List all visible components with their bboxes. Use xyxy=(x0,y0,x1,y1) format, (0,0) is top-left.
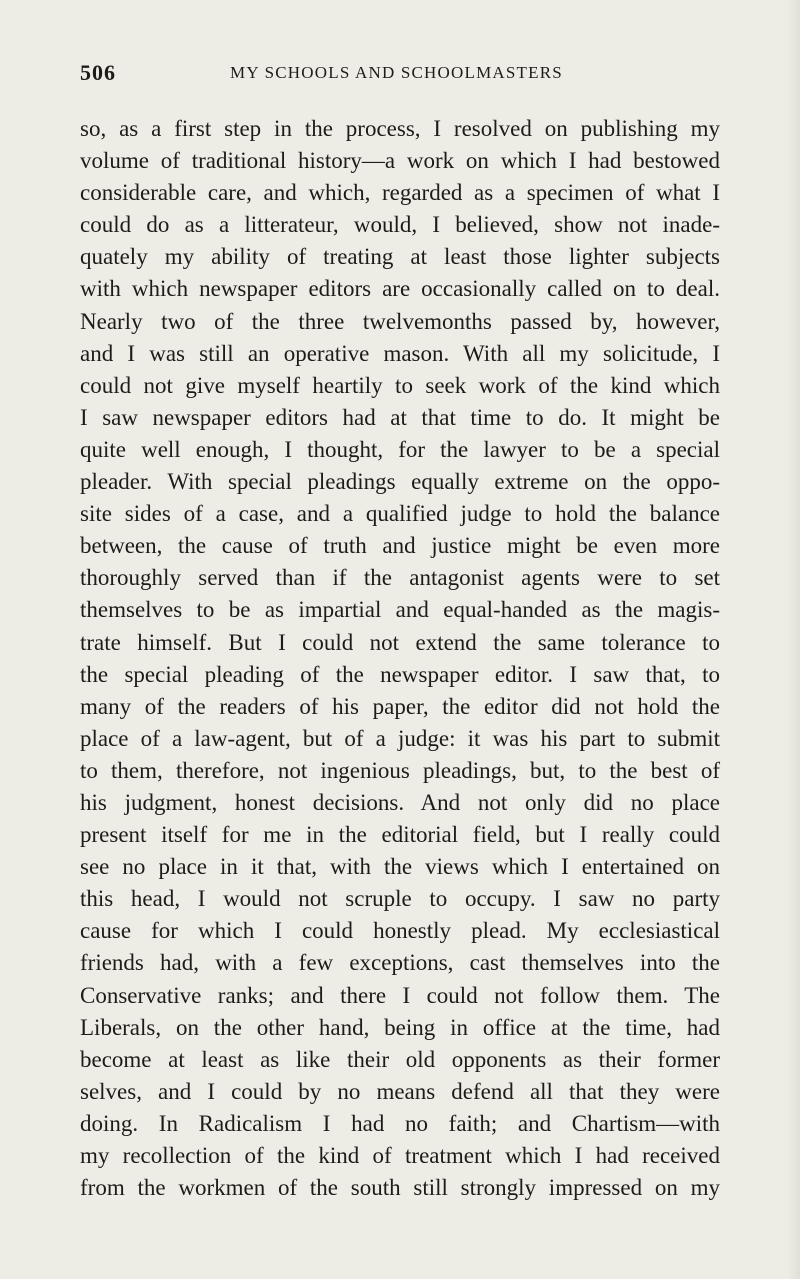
text-line: quite well enough, I thought, for the lawyer to be a special xyxy=(80,436,720,462)
text-line: Liberals, on the other hand, being in office at the time, had xyxy=(80,1014,720,1040)
text-line: site sides of a case, and a qualified judge to hold the balance xyxy=(80,501,720,527)
text-line: place of a law-agent, but of a judge: it was his part to submit xyxy=(80,725,720,751)
text-line: present itself for me in the editorial field, but I really could xyxy=(80,822,720,848)
body-text xyxy=(80,113,720,1204)
text-line: volume of traditional history—a work on which I had bestowed xyxy=(80,148,720,174)
text-line: with which newspaper editors are occasionally called on to deal. xyxy=(80,276,720,302)
text-line: cause for which I could honestly plead. My ecclesiastical xyxy=(80,918,720,944)
text-line: quately my ability of treating at least those lighter subjects xyxy=(80,244,720,270)
text-line: between, the cause of truth and justice might be even more xyxy=(80,533,720,559)
text-line: so, as a first step in the process, I resolved on publishing my xyxy=(80,116,720,141)
text-line: his judgment, honest decisions. And not only did no place xyxy=(80,789,720,815)
text-line: could not give myself heartily to seek work of the kind which xyxy=(80,372,720,398)
text-line: could do as a litterateur, would, I believed, show not inade- xyxy=(80,212,720,238)
text-line: this head, I would not scruple to occupy. I saw no party xyxy=(80,886,720,912)
text-line: selves, and I could by no means defend all that they were xyxy=(80,1078,720,1104)
text-line: become at least as like their old opponents as their former xyxy=(80,1046,720,1072)
text-line: pleader. With special pleadings equally extreme on the oppo- xyxy=(80,469,720,495)
running-title: MY SCHOOLS AND SCHOOLMASTERS xyxy=(230,63,563,82)
text-line: doing. In Radicalism I had no faith; and Chartism—with xyxy=(80,1110,720,1136)
text-line: trate himself. But I could not extend the same tolerance to xyxy=(80,629,720,655)
text-line: and I was still an operative mason. With all my solicitude, I xyxy=(80,340,720,366)
text-line: my recollection of the kind of treatment which I had received xyxy=(80,1143,720,1168)
page-number: 506 xyxy=(80,60,116,85)
text-line: themselves to be as impartial and equal-handed as the magis- xyxy=(80,597,720,623)
text-line: Conservative ranks; and there I could not follow them. The xyxy=(80,982,720,1008)
text-line: thoroughly served than if the antagonist agents were to set xyxy=(80,565,720,591)
text-line: see no place in it that, with the views which I entertained on xyxy=(80,854,720,880)
text-line: friends had, with a few exceptions, cast themselves into the xyxy=(80,950,720,976)
page-edge-shadow xyxy=(786,0,800,1279)
text-line: the special pleading of the newspaper editor. I saw that, to xyxy=(80,661,720,687)
text-line: considerable care, and which, regarded as a specimen of what I xyxy=(80,180,720,206)
text-line: from the workmen of the south still strongly impressed on my xyxy=(80,1175,720,1201)
text-line: I saw newspaper editors had at that time to do. It might be xyxy=(80,404,720,430)
text-line: to them, therefore, not ingenious pleadings, but, to the best of xyxy=(80,757,720,783)
text-line: Nearly two of the three twelvemonths passed by, however, xyxy=(80,308,720,334)
running-head xyxy=(80,60,720,84)
text-line: many of the readers of his paper, the editor did not hold the xyxy=(80,693,720,719)
